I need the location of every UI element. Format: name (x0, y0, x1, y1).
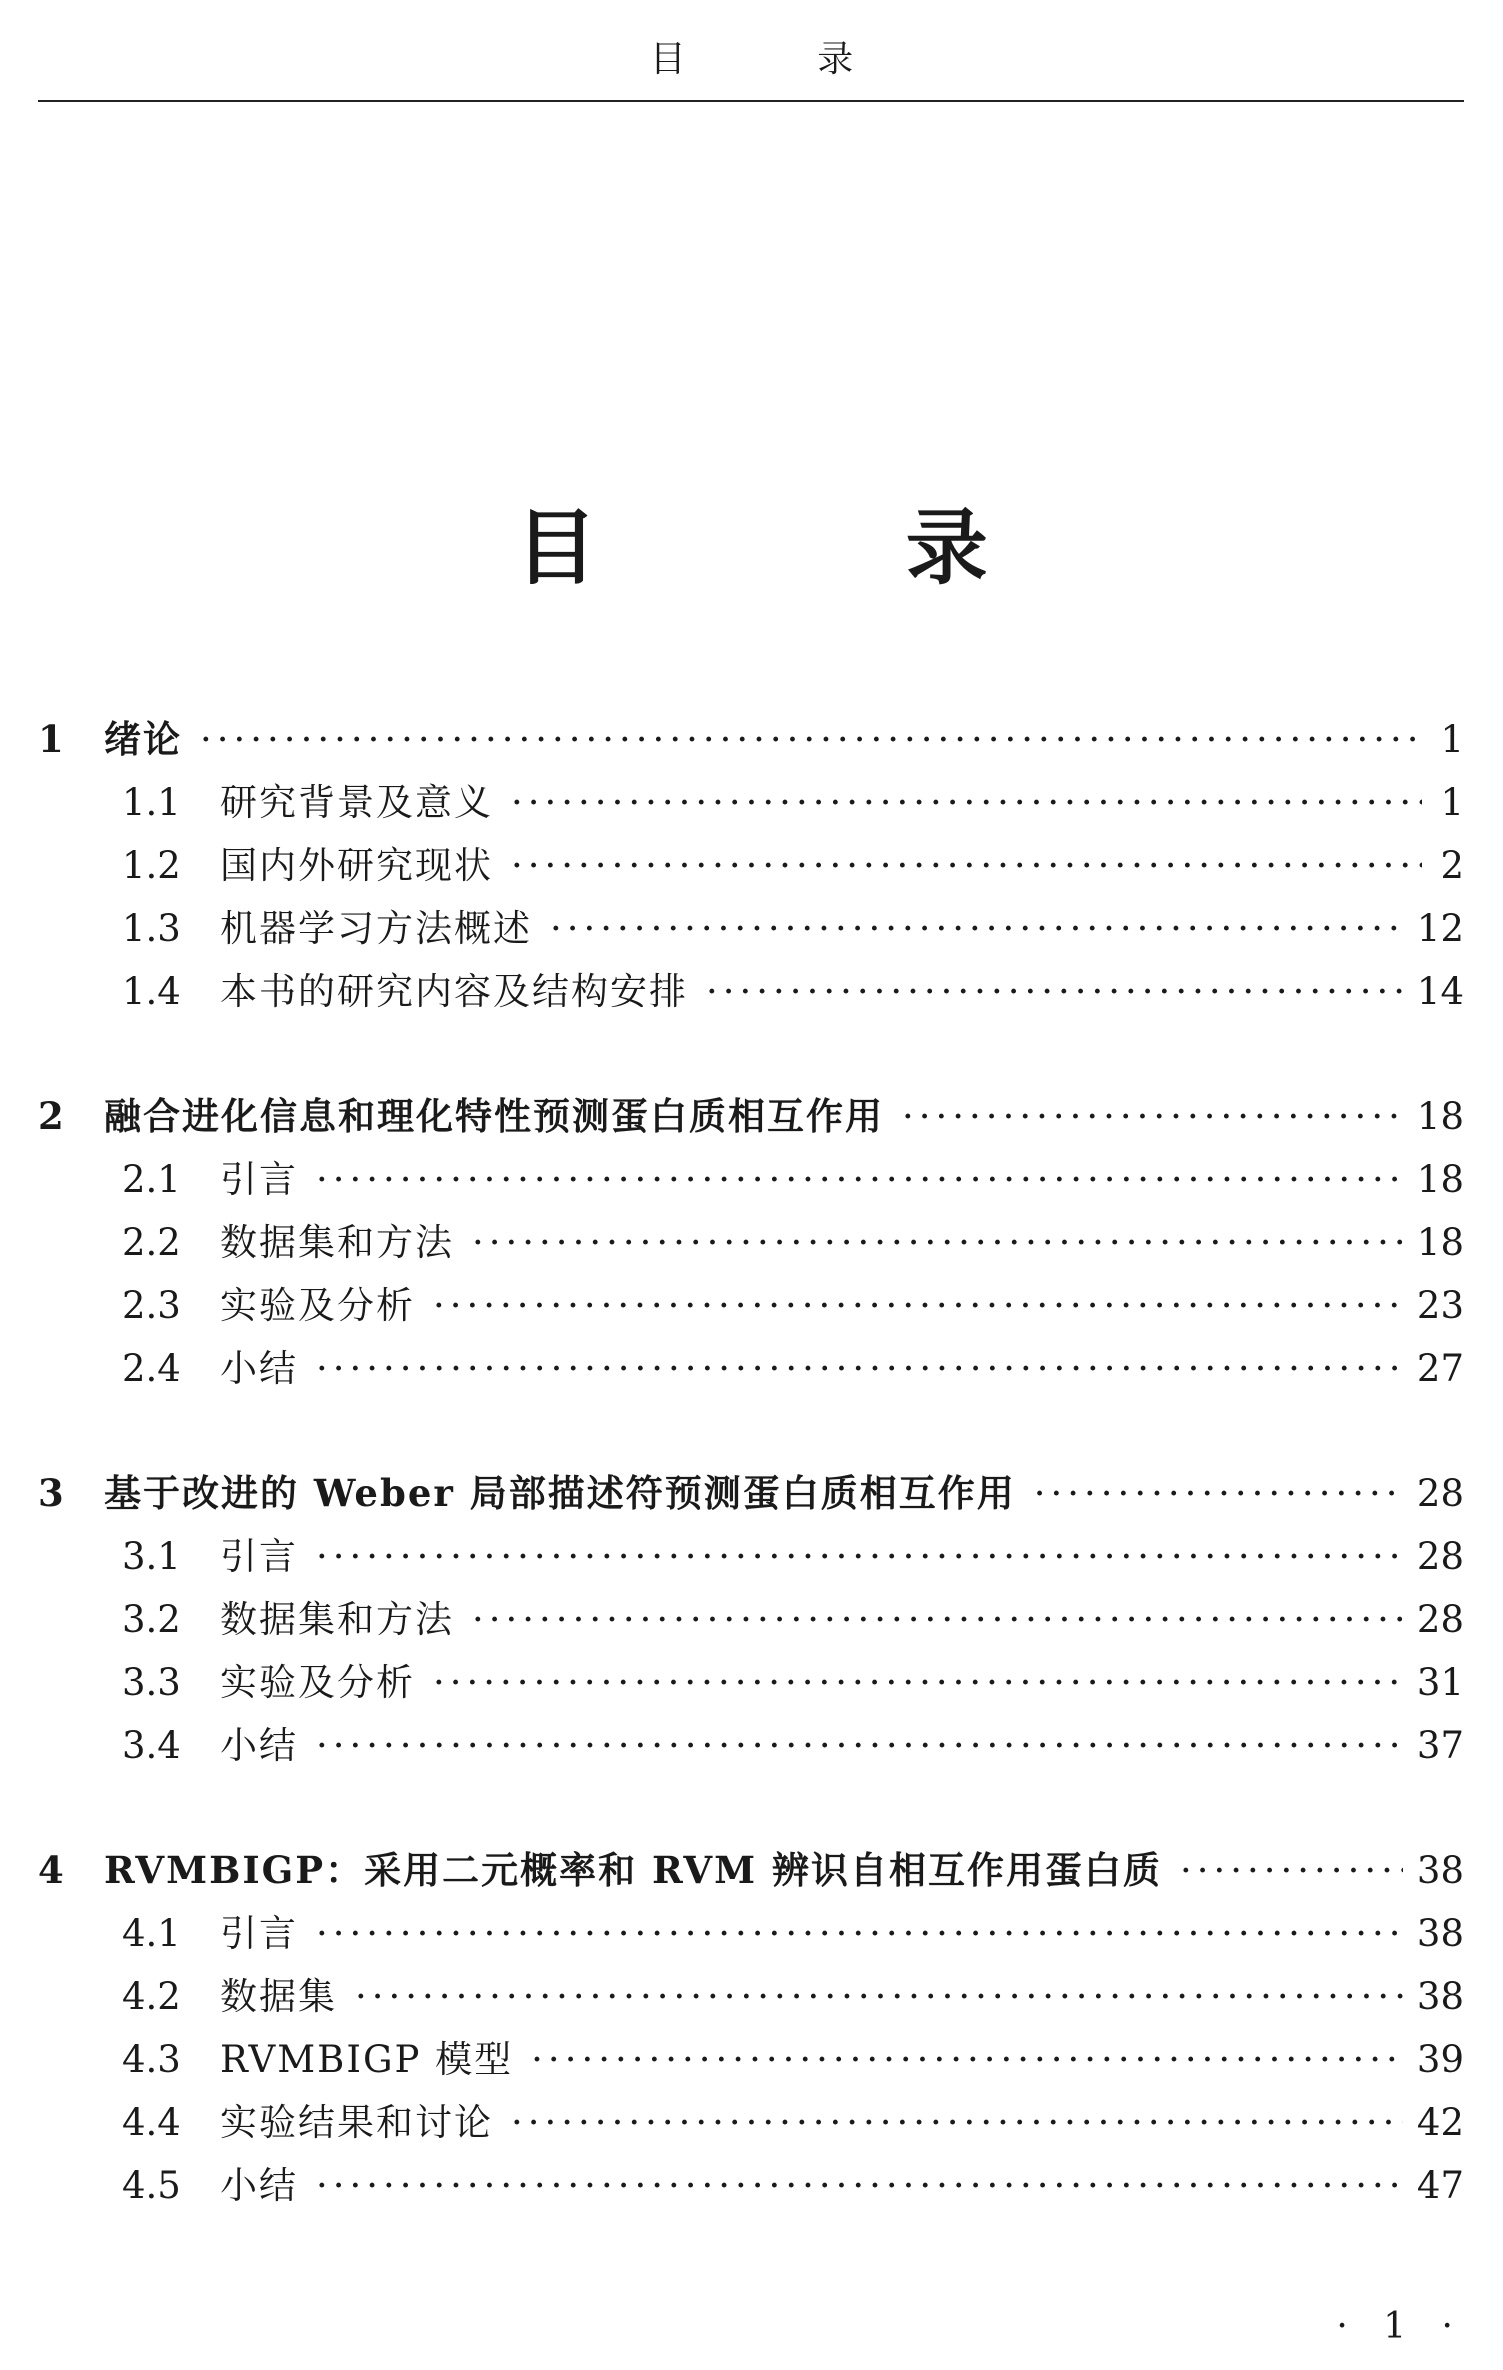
page-number: 28 (1416, 1472, 1464, 1515)
dot-leader (902, 1085, 1403, 1148)
toc-section-row[interactable] (38, 1714, 1464, 1777)
section-title: RVMBIGP 模型 (220, 2038, 514, 2081)
header-rule (38, 100, 1464, 102)
chapter-number: 1 (38, 717, 64, 761)
chapter-title: 融合进化信息和理化特性预测蛋白质相互作用 (104, 1094, 884, 1138)
section-number: 4.5 (122, 2164, 181, 2207)
toc-chapter-row[interactable] (38, 708, 1464, 771)
section-title: 数据集 (220, 1975, 337, 2018)
toc-chapter-row[interactable] (38, 1085, 1464, 1148)
dot-leader (316, 1714, 1403, 1777)
dot-leader (511, 771, 1422, 834)
running-header: 目 录 (649, 39, 914, 80)
toc-chapter-4 (38, 1839, 1464, 2217)
chapter-title: 基于改进的 Weber 局部描述符预测蛋白质相互作用 (104, 1471, 1016, 1515)
dot-leader (316, 1902, 1403, 1965)
dot-leader (511, 2091, 1403, 2154)
dot-leader (531, 2028, 1403, 2091)
dot-leader (200, 708, 1422, 771)
dot-leader (706, 960, 1403, 1023)
page-number: 38 (1416, 1849, 1464, 1892)
section-title: 实验及分析 (220, 1661, 415, 1704)
page-number: 42 (1416, 2101, 1464, 2144)
dot-leader (511, 834, 1422, 897)
dot-leader (472, 1588, 1403, 1651)
page-number: 14 (1416, 970, 1464, 1013)
toc-chapter-1 (38, 708, 1464, 1023)
toc-section-row[interactable] (38, 897, 1464, 960)
section-title: 数据集和方法 (220, 1598, 454, 1641)
dot-leader (1180, 1839, 1403, 1902)
chapter-title: RVMBIGP：采用二元概率和 RVM 辨识自相互作用蛋白质 (104, 1848, 1162, 1892)
section-title: 小结 (220, 2164, 298, 2207)
page-number: 1 (1440, 781, 1464, 824)
dot-leader (316, 1337, 1403, 1400)
toc-section-row[interactable] (38, 1965, 1464, 2028)
page-number: 28 (1416, 1535, 1464, 1578)
toc-section-row[interactable] (38, 1651, 1464, 1714)
page-number: 39 (1416, 2038, 1464, 2081)
page-number: 47 (1416, 2164, 1464, 2207)
dot-leader (1034, 1462, 1403, 1525)
toc-section-row[interactable] (38, 2154, 1464, 2217)
dot-leader (316, 1148, 1403, 1211)
toc-section-row[interactable] (38, 960, 1464, 1023)
toc-section-row[interactable] (38, 2091, 1464, 2154)
toc-section-row[interactable] (38, 1274, 1464, 1337)
section-title: 引言 (220, 1535, 298, 1578)
section-number: 3.3 (122, 1661, 181, 1704)
page-number: 37 (1416, 1724, 1464, 1767)
page-number: 27 (1416, 1347, 1464, 1390)
section-number: 2.2 (122, 1221, 181, 1264)
dot-leader (550, 897, 1403, 960)
dot-leader (433, 1274, 1403, 1337)
page-number: 38 (1416, 1912, 1464, 1955)
section-number: 4.4 (122, 2101, 181, 2144)
dot-leader (316, 1525, 1403, 1588)
page-title: 目 录 (515, 500, 1128, 596)
toc-section-row[interactable] (38, 1337, 1464, 1400)
section-title: 实验结果和讨论 (220, 2101, 493, 2144)
section-title: 小结 (220, 1347, 298, 1390)
section-number: 2.1 (122, 1158, 181, 1201)
page-folio: · 1 · (1336, 2306, 1465, 2347)
table-of-contents (38, 708, 1464, 2279)
section-title: 实验及分析 (220, 1284, 415, 1327)
section-number: 4.3 (122, 2038, 181, 2081)
section-title: 本书的研究内容及结构安排 (220, 970, 688, 1013)
page-number: 38 (1416, 1975, 1464, 2018)
chapter-number: 2 (38, 1094, 64, 1138)
section-number: 4.2 (122, 1975, 181, 2018)
page-number: 12 (1416, 907, 1464, 950)
section-number: 1.4 (122, 970, 181, 1013)
toc-section-row[interactable] (38, 1525, 1464, 1588)
toc-section-row[interactable] (38, 1148, 1464, 1211)
toc-section-row[interactable] (38, 1588, 1464, 1651)
page-number: 1 (1440, 718, 1464, 761)
section-number: 3.2 (122, 1598, 181, 1641)
section-number: 2.3 (122, 1284, 181, 1327)
chapter-number: 4 (38, 1848, 64, 1892)
toc-chapter-3 (38, 1462, 1464, 1777)
page-number: 31 (1416, 1661, 1464, 1704)
toc-chapter-2 (38, 1085, 1464, 1400)
chapter-number: 3 (38, 1471, 64, 1515)
dot-leader (472, 1211, 1403, 1274)
toc-chapter-row[interactable] (38, 1839, 1464, 1902)
page-number: 18 (1416, 1158, 1464, 1201)
section-title: 小结 (220, 1724, 298, 1767)
section-number: 3.1 (122, 1535, 181, 1578)
dot-leader (355, 1965, 1403, 2028)
toc-section-row[interactable] (38, 1211, 1464, 1274)
page-number: 23 (1416, 1284, 1464, 1327)
section-number: 2.4 (122, 1347, 181, 1390)
page-number: 2 (1440, 844, 1464, 887)
dot-leader (433, 1651, 1403, 1714)
section-number: 1.3 (122, 907, 181, 950)
section-title: 数据集和方法 (220, 1221, 454, 1264)
toc-section-row[interactable] (38, 2028, 1464, 2091)
section-title: 引言 (220, 1158, 298, 1201)
page-number: 28 (1416, 1598, 1464, 1641)
section-title: 国内外研究现状 (220, 844, 493, 887)
toc-section-row[interactable] (38, 1902, 1464, 1965)
page-number: 18 (1416, 1095, 1464, 1138)
section-title: 研究背景及意义 (220, 781, 493, 824)
section-number: 3.4 (122, 1724, 181, 1767)
section-number: 4.1 (122, 1912, 181, 1955)
toc-section-row[interactable] (38, 771, 1464, 834)
section-title: 引言 (220, 1912, 298, 1955)
chapter-title: 绪论 (104, 717, 182, 761)
section-number: 1.2 (122, 844, 181, 887)
section-number: 1.1 (122, 781, 181, 824)
toc-chapter-row[interactable] (38, 1462, 1464, 1525)
page-number: 18 (1416, 1221, 1464, 1264)
section-title: 机器学习方法概述 (220, 907, 532, 950)
dot-leader (316, 2154, 1403, 2217)
toc-section-row[interactable] (38, 834, 1464, 897)
